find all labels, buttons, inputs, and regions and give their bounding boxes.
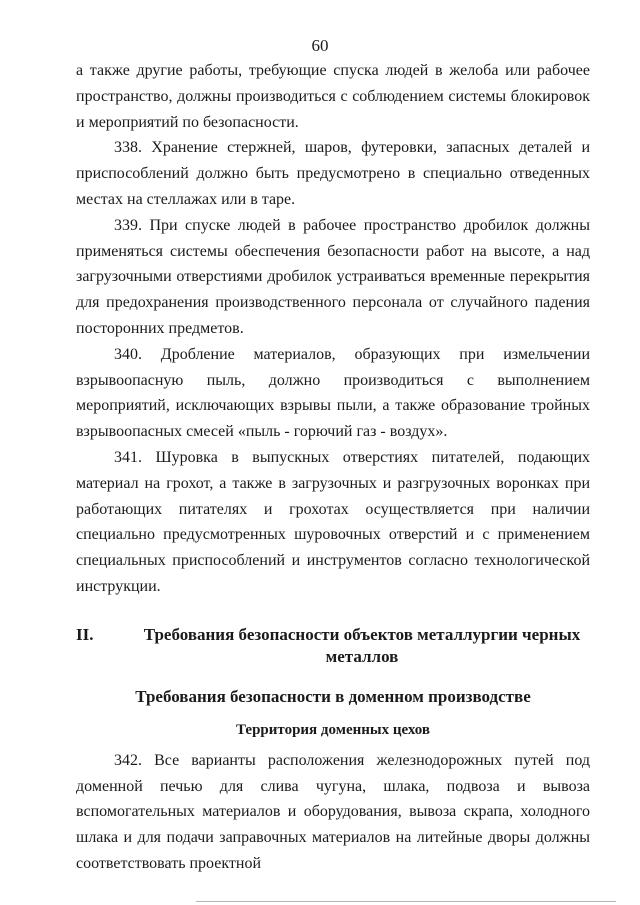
page-number: 60 — [311, 36, 329, 55]
subsubheading: Территория доменных цехов — [235, 721, 431, 738]
paragraph-338: 338. Хранение стержней, шаров, футеровки, запасных деталей и приспособлений должно быть предусмотрено в специально отведенных местах на стеллажах или в таре. — [76, 139, 590, 208]
paragraph-continuation: а также другие работы, требующие спуска людей в желоба или рабочее пространство, должны производиться с соблюдением системы блокировок и мероприятий по безопасности. — [76, 62, 590, 131]
paragraph-339: 339. При спуске людей в рабочее пространство дробилок должны применяться системы обеспечения безопасности работ на высоте, а над загрузочными отверстиями дробилок устраиваться временные перекрытия для предохранения производственного персонала от случайного падения посторонних предметов. — [76, 216, 590, 337]
paragraph-341: 341. Шуровка в выпускных отверстиях питателей, подающих материал на грохот, а также в загрузочных и разгрузочных воронках при работающих питателях и грохотах осуществляется при наличии специально предусмотренных шуровочных отверстий и с применением специальных приспособлений и инструментов согласно технологической инструкции. — [76, 448, 590, 595]
subheading: Требования безопасности в доменном производстве — [135, 686, 531, 706]
section-number: II. — [76, 624, 94, 644]
document-body — [76, 58, 590, 877]
paragraph-342: 342. Все варианты расположения железнодорожных путей под доменной печью для слива чугуна, шлака, подвоза и вывоза вспомогательных материалов и оборудования, вывоза скрапа, холодного шлака и для подачи заправочных материалов на литейные дворы должны соответствовать проектной — [76, 751, 590, 872]
section-heading — [76, 624, 590, 668]
paragraph-340: 340. Дробление материалов, образующих при измельчении взрывоопасную пыль, должно производиться с выполнением мероприятий, исключающих взрывы пыли, а также образование тройных взрывоопасных смесей «пыль - горючий газ - воздух». — [76, 345, 590, 441]
scan-edge-line — [196, 901, 616, 902]
section-title: Требования безопасности объектов металлургии черных металлов — [143, 624, 581, 666]
